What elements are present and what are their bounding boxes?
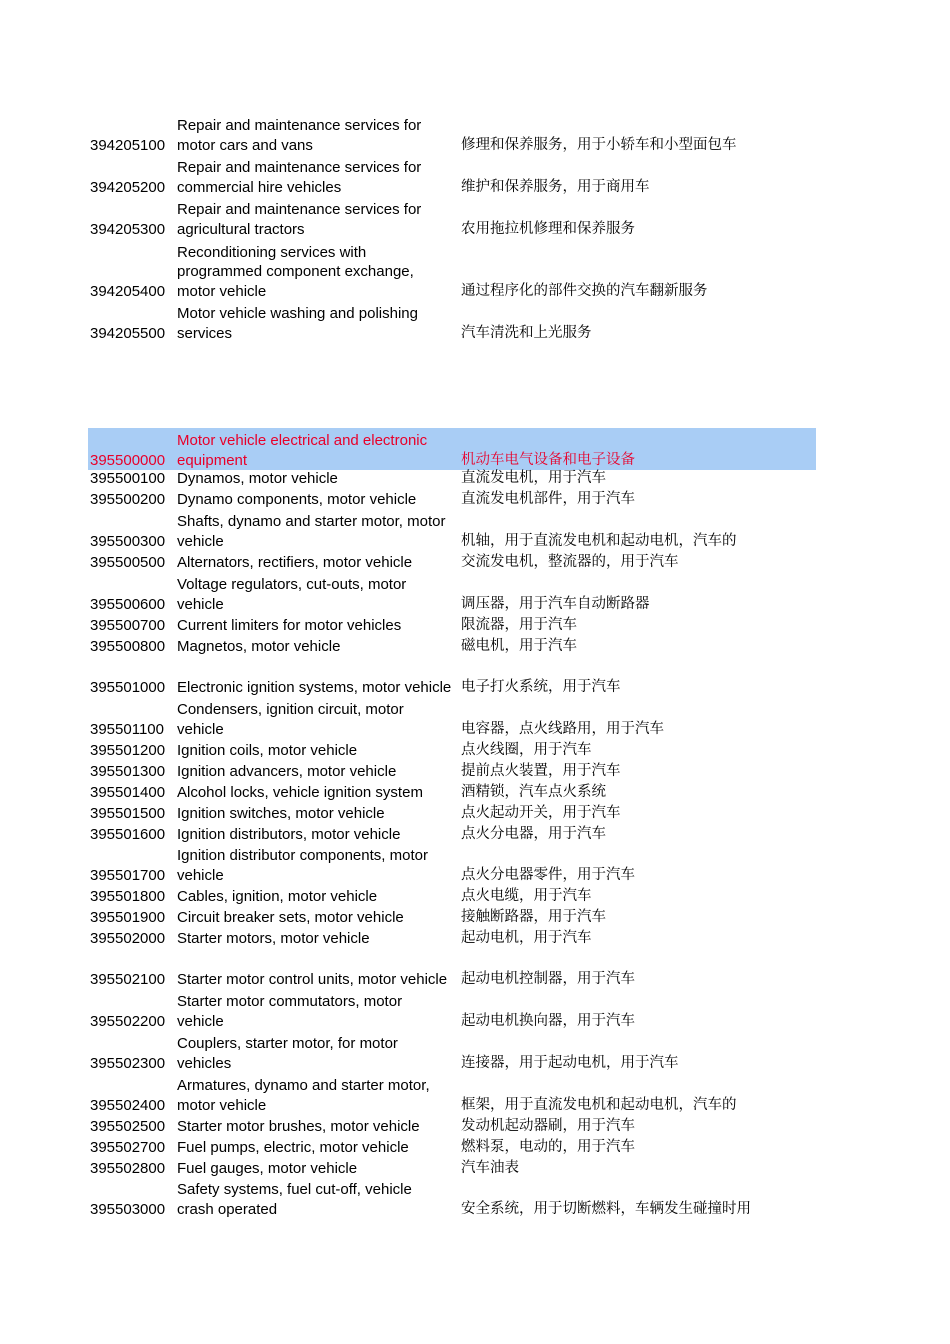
item-description-zh: 限流器，用于汽车: [461, 616, 577, 633]
table-row: [88, 551, 816, 572]
table-row: [88, 697, 816, 739]
table-row: [88, 760, 816, 781]
item-code: 394205500: [90, 324, 166, 342]
table-row: [88, 239, 816, 301]
item-code: 394205100: [90, 136, 166, 154]
table-row: [88, 470, 816, 488]
item-description-en: Voltage regulators, cut-outs, motor vehicle: [177, 576, 407, 613]
item-code: 395501100: [90, 720, 164, 738]
table-row: [88, 1031, 816, 1073]
item-description-zh: 直流发电机，用于汽车: [461, 469, 606, 486]
item-description-en: Ignition coils, motor vehicle: [177, 741, 358, 759]
item-description-en: Magnetos, motor vehicle: [177, 637, 341, 655]
item-code: 395502100: [90, 970, 166, 988]
item-code: 395500100: [90, 469, 166, 487]
item-description-en: Repair and maintenance services for commercial hire vehicles: [177, 159, 422, 196]
table-row: [88, 614, 816, 635]
item-description-en: Ignition distributors, motor vehicle: [177, 825, 401, 843]
item-code: 394205400: [90, 282, 166, 300]
item-description-zh: 接触断路器，用于汽车: [461, 908, 606, 925]
item-code: 395500500: [90, 553, 166, 571]
item-code: 395501900: [90, 908, 166, 926]
item-description-zh: 起动电机，用于汽车: [461, 929, 592, 946]
table-row: [88, 115, 816, 155]
item-description-en: Starter motor brushes, motor vehicle: [177, 1117, 420, 1135]
section-header-row: [88, 428, 816, 470]
table-row: [88, 1073, 816, 1115]
table-row: [88, 656, 816, 697]
item-code: 395501400: [90, 783, 166, 801]
item-description-en: Dynamos, motor vehicle: [177, 469, 338, 487]
item-description-zh: 农用拖拉机修理和保养服务: [461, 220, 635, 237]
item-description-en: Couplers, starter motor, for motor vehicles: [177, 1035, 398, 1072]
table-row: [88, 844, 816, 885]
item-description-en: Fuel gauges, motor vehicle: [177, 1159, 358, 1177]
item-description-en: Condensers, ignition circuit, motor vehicle: [177, 701, 404, 738]
item-description-zh: 点火线圈，用于汽车: [461, 741, 592, 758]
item-description-zh: 起动电机控制器，用于汽车: [461, 970, 635, 987]
item-description-zh: 维护和保养服务，用于商用车: [461, 178, 650, 195]
item-code: 395501500: [90, 804, 166, 822]
item-description-zh: 燃料泵，电动的，用于汽车: [461, 1138, 635, 1155]
item-code: 395500200: [90, 490, 166, 508]
table-row: [88, 509, 816, 551]
item-code: 395500700: [90, 616, 166, 634]
item-description-zh: 安全系统，用于切断燃料，车辆发生碰撞时用: [461, 1200, 751, 1217]
item-description-en: Repair and maintenance services for agricultural tractors: [177, 201, 422, 238]
table-row: [88, 781, 816, 802]
table-row: [88, 739, 816, 760]
item-code: 395502500: [90, 1117, 166, 1135]
item-description-zh: 发动机起动器刷，用于汽车: [461, 1117, 635, 1134]
item-description-en: Ignition advancers, motor vehicle: [177, 762, 397, 780]
table-row: [88, 906, 816, 927]
item-description-en: Repair and maintenance services for motor cars and vans: [177, 117, 422, 154]
item-code: 395500000: [90, 451, 166, 469]
item-description-en: Starter motors, motor vehicle: [177, 929, 370, 947]
item-code: 395502200: [90, 1012, 166, 1030]
table-row: [88, 488, 816, 509]
table-row: [88, 927, 816, 948]
table-row: [88, 572, 816, 614]
item-description-en: Shafts, dynamo and starter motor, motor vehicle: [177, 513, 446, 550]
item-description-en: Safety systems, fuel cut-off, vehicle crash operated: [177, 1181, 412, 1218]
table-row: [88, 823, 816, 844]
table-row: [88, 1178, 816, 1219]
item-description-zh: 点火分电器，用于汽车: [461, 825, 606, 842]
item-description-en: Motor vehicle washing and polishing services: [177, 305, 418, 342]
item-description-zh: 调压器，用于汽车自动断路器: [461, 595, 650, 612]
item-description-en: Starter motor control units, motor vehicle: [177, 970, 448, 988]
item-description-zh: 机动车电气设备和电子设备: [461, 451, 635, 468]
item-description-zh: 点火分电器零件，用于汽车: [461, 866, 635, 883]
item-description-zh: 点火起动开关，用于汽车: [461, 804, 621, 821]
item-description-zh: 汽车清洗和上光服务: [461, 324, 592, 341]
item-code: 395502300: [90, 1054, 166, 1072]
item-code: 395501200: [90, 741, 166, 759]
item-code: 395501700: [90, 866, 166, 884]
item-description-zh: 酒精锁，汽车点火系统: [461, 783, 606, 800]
item-code: 395500800: [90, 637, 166, 655]
table-row: [88, 989, 816, 1031]
table-row: [88, 885, 816, 906]
item-code: 395501000: [90, 678, 166, 696]
item-description-en: Dynamo components, motor vehicle: [177, 490, 417, 508]
item-description-zh: 直流发电机部件，用于汽车: [461, 490, 635, 507]
item-description-en: Alcohol locks, vehicle ignition system: [177, 783, 423, 801]
item-code: 395501600: [90, 825, 166, 843]
item-code: 395501300: [90, 762, 166, 780]
table-row: [88, 1157, 816, 1178]
item-code: 395500600: [90, 595, 166, 613]
item-description-zh: 汽车油表: [461, 1159, 519, 1176]
item-description-en: Current limiters for motor vehicles: [177, 616, 402, 634]
item-code: 395502400: [90, 1096, 166, 1114]
item-description-zh: 连接器，用于起动电机，用于汽车: [461, 1054, 679, 1071]
item-description-en: Circuit breaker sets, motor vehicle: [177, 908, 404, 926]
item-description-zh: 点火电缆，用于汽车: [461, 887, 592, 904]
table-row: [88, 197, 816, 239]
table-row: [88, 635, 816, 656]
item-code: 395500300: [90, 532, 166, 550]
table-row: [88, 1115, 816, 1136]
item-description-en: Ignition distributor components, motor vehicle: [177, 847, 428, 884]
item-description-zh: 框架，用于直流发电机和起动电机，汽车的: [461, 1096, 737, 1113]
item-description-en: Alternators, rectifiers, motor vehicle: [177, 553, 413, 571]
item-code: 394205300: [90, 220, 166, 238]
table-row: [88, 155, 816, 197]
item-description-zh: 交流发电机，整流器的，用于汽车: [461, 553, 679, 570]
item-description-en: Reconditioning services with programmed component exchange, motor vehicle: [177, 243, 414, 300]
table-row: [88, 301, 816, 343]
table-row: [88, 1136, 816, 1157]
item-description-zh: 机轴，用于直流发电机和起动电机，汽车的: [461, 532, 737, 549]
item-description-en: Ignition switches, motor vehicle: [177, 804, 385, 822]
item-description-en: Starter motor commutators, motor vehicle: [177, 993, 403, 1030]
item-code: 395502000: [90, 929, 166, 947]
item-description-zh: 电子打火系统，用于汽车: [461, 678, 621, 695]
item-description-en: Cables, ignition, motor vehicle: [177, 887, 378, 905]
table-row: [88, 802, 816, 823]
item-code: 395502700: [90, 1138, 166, 1156]
item-description-en: Electronic ignition systems, motor vehicle: [177, 678, 452, 696]
item-code: 395503000: [90, 1200, 166, 1218]
item-description-zh: 修理和保养服务，用于小轿车和小型面包车: [461, 136, 737, 153]
item-description-zh: 通过程序化的部件交换的汽车翻新服务: [461, 282, 708, 299]
item-description-en: Armatures, dynamo and starter motor, motor vehicle: [177, 1077, 430, 1114]
item-description-zh: 起动电机换向器，用于汽车: [461, 1012, 635, 1029]
table-row: [88, 948, 816, 989]
item-description-zh: 提前点火装置，用于汽车: [461, 762, 621, 779]
item-description-zh: 电容器，点火线路用，用于汽车: [461, 720, 664, 737]
item-description-en: Fuel pumps, electric, motor vehicle: [177, 1138, 409, 1156]
item-code: 395501800: [90, 887, 166, 905]
item-description-zh: 磁电机，用于汽车: [461, 637, 577, 654]
item-code: 394205200: [90, 178, 166, 196]
item-code: 395502800: [90, 1159, 166, 1177]
item-description-en: Motor vehicle electrical and electronic equipment: [177, 432, 428, 469]
